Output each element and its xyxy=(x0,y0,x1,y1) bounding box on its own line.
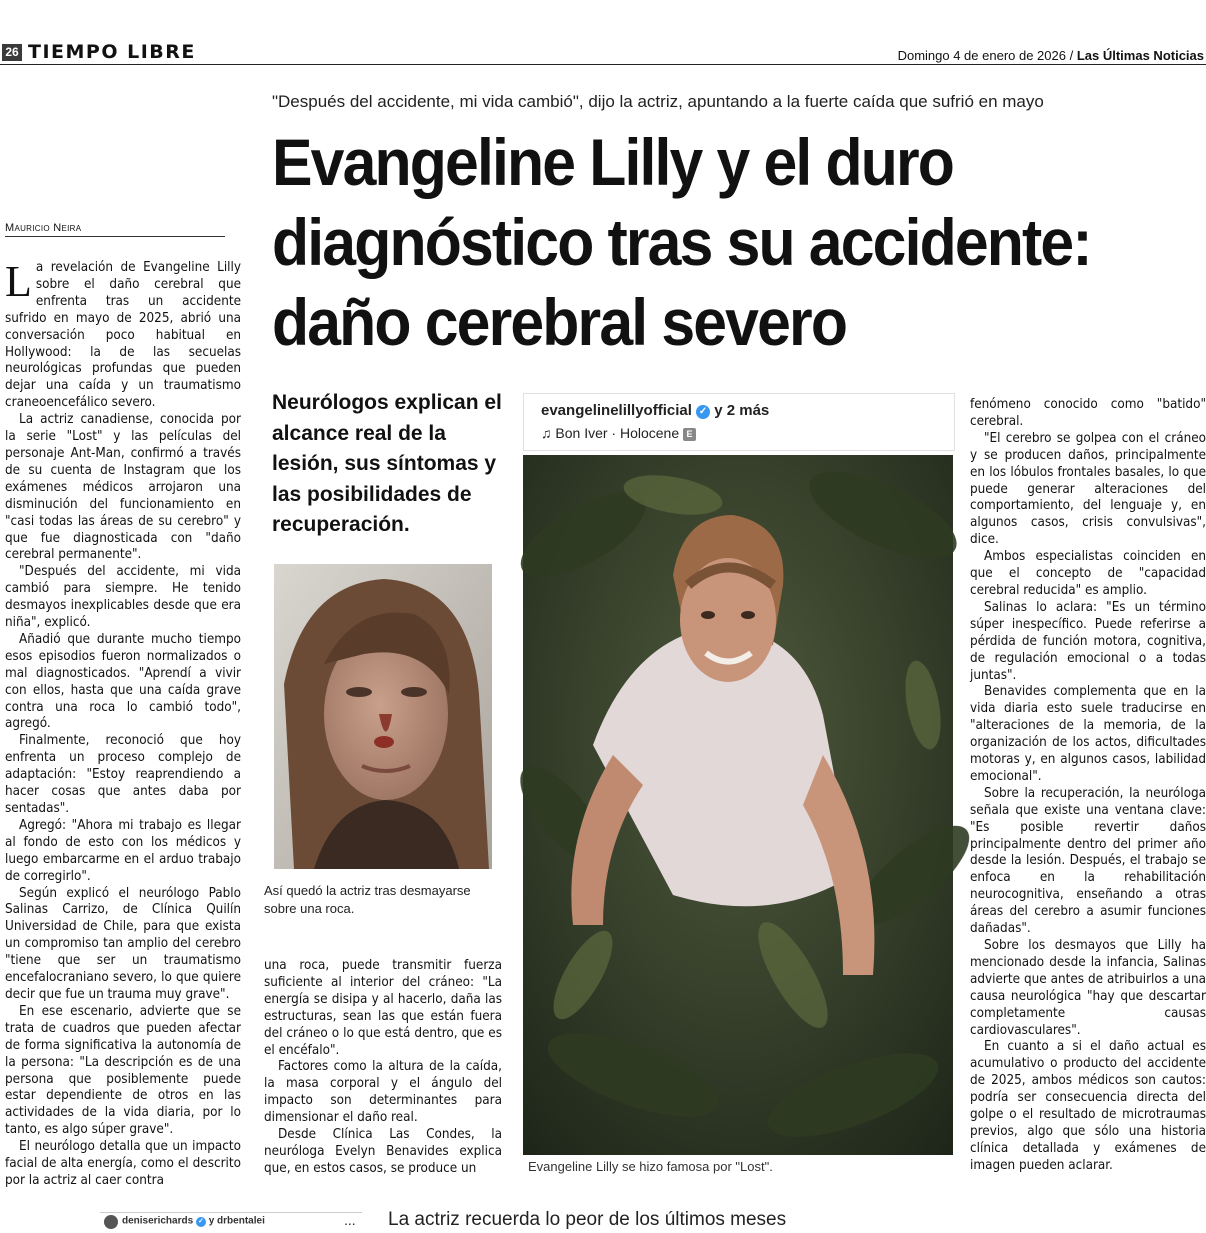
section-title: TIEMPO LIBRE xyxy=(28,41,196,63)
paragraph: "El cerebro se golpea con el cráneo y se producen daños, principalmente en los lóbulos frontales basales, lo que puede generar alteraciones del comportamiento, del lenguaje y, en algunos casos, crisis convulsivas", dice. xyxy=(970,430,1206,548)
explicit-badge-icon: E xyxy=(683,428,696,441)
article-headline xyxy=(272,122,1128,362)
headline-line: Evangeline Lilly y el duro xyxy=(272,125,954,199)
injury-photo xyxy=(274,564,492,869)
jungle-photo-caption: Evangeline Lilly se hizo famosa por "Lost". xyxy=(528,1159,773,1174)
paragraph: Añadió que durante mucho tiempo esos episodios fueron normalizados o mal diagnosticados. "Aprendí a vivir con ellos, hasta que una caída grave contra una roca lo cambió todo", agregó. xyxy=(5,631,241,732)
drop-cap: L xyxy=(5,257,32,306)
instagram-user xyxy=(541,402,769,419)
section-subheading: La actriz recuerda lo peor de los últimos meses xyxy=(388,1209,787,1230)
body-column-2 xyxy=(264,958,502,1180)
instagram-coauthors: y drbentalei xyxy=(208,1215,265,1227)
instagram-username: deniserichards xyxy=(122,1215,194,1227)
header-dateline xyxy=(898,48,1204,63)
instagram-post-strip xyxy=(100,1212,362,1233)
verified-badge-icon: ✓ xyxy=(196,1217,206,1227)
publication-name: Las Últimas Noticias xyxy=(1076,48,1204,63)
instagram-song xyxy=(541,425,696,441)
paragraph: La actriz canadiense, conocida por la serie "Lost" y las películas del personaje Ant-Man, confirmó a través de su cuenta de Instagram que los exámenes médicos arrojaron una disminución del funcionamiento en "casi todas las áreas de su cerebro" y que fue diagnosticada con "daño cerebral permanente". xyxy=(5,412,241,563)
paragraph: Factores como la altura de la caída, la masa corporal y el ángulo del impacto son determinantes para dimensionar el daño real. xyxy=(264,1059,502,1126)
paragraph: Desde Clínica Las Condes, la neuróloga Evelyn Benavides explica que, en estos casos, se produce un xyxy=(264,1127,502,1176)
paragraph: Ambos especialistas coinciden en que el concepto de "capacidad cerebral reducida" es amplio. xyxy=(970,549,1206,598)
music-note-icon: ♫ xyxy=(541,425,552,441)
jungle-photo xyxy=(523,455,953,1155)
paragraph xyxy=(5,257,241,412)
paragraph: "Después del accidente, mi vida cambió para siempre. He tenido desmayos inexplicables desde que era niña", explicó. xyxy=(5,564,241,631)
header-rule xyxy=(0,64,1206,65)
instagram-coauthors: y 2 más xyxy=(714,402,770,419)
avatar xyxy=(104,1215,118,1229)
paragraph: Según explicó el neurólogo Pablo Salinas Carrizo, de Clínica Quilín Universidad de Chile, para que exista un compromiso tan amplio del cerebro "tiene que ser un traumatismo encefalocraniano severo, lo que quiere decir que fue un trauma muy grave". xyxy=(5,885,241,1002)
paragraph: Sobre los desmayos que Lilly ha mencionado desde la infancia, Salinas advierte que antes de atribuirlos a una causa neurológica "hay que descartar completamente causas cardiovasculares". xyxy=(970,938,1206,1038)
paragraph: una roca, puede transmitir fuerza suficiente al interior del cráneo: "La energía se disipa y al hacerlo, daña las estructuras, sean las que están fuera del cráneo o lo que está dentro, que es el encéfalo". xyxy=(264,958,502,1058)
article-kicker: "Después del accidente, mi vida cambió", dijo la actriz, apuntando a la fuerte caída que sufrió en mayo xyxy=(272,92,1044,111)
article-deck: Neurólogos explican el alcance real de la lesión, sus síntomas y las posibilidades de recuperación. xyxy=(272,391,502,536)
headline-line: daño cerebral severo xyxy=(272,285,847,359)
injury-photo-image xyxy=(274,564,492,869)
paragraph: Agregó: "Ahora mi trabajo es llegar al fondo de esto con los médicos y luego embarcarme en el arduo trabajo de corregirlo". xyxy=(5,817,241,884)
issue-date: Domingo 4 de enero de 2026 xyxy=(897,48,1066,63)
paragraph: fenómeno conocido como "batido" cerebral. xyxy=(970,397,1206,429)
verified-badge-icon: ✓ xyxy=(696,405,710,419)
body-column-1 xyxy=(5,257,241,1188)
paragraph: Salinas lo aclara: "Es un término súper inespecífico. Puede referirse a pérdida de función motora, cognitiva, de regulación emocional o a todas juntas". xyxy=(970,599,1206,683)
paragraph: Sobre la recuperación, la neuróloga señala que existe una ventana clave: "Es posible revertir daños principalmente dentro del primer año desde la lesión. Después, el trabajo se enfoca en la rehabilitación neurocognitiva, enseñando a otras áreas del cerebro a asumir funciones dañadas". xyxy=(970,785,1206,937)
paragraph: El neurólogo detalla que un impacto facial de alta energía, como el descrito por la actriz al caer contra xyxy=(5,1139,241,1188)
injury-photo-caption: Así quedó la actriz tras desmayarse sobre una roca. xyxy=(264,883,471,916)
more-options-icon: ... xyxy=(344,1217,356,1228)
separator: / xyxy=(1069,48,1077,63)
instagram-post-header xyxy=(523,393,955,451)
paragraph: Finalmente, reconoció que hoy enfrenta un proceso complejo de adaptación: "Estoy reaprendiendo a hacer cosas que antes daba por sentadas". xyxy=(5,733,241,816)
jungle-photo-image xyxy=(523,455,953,1155)
headline-line: diagnóstico tras su accidente: xyxy=(272,205,1091,279)
byline: Mauricio Neira xyxy=(5,222,225,237)
paragraph: Benavides complementa que en la vida diaria esto suele traducirse en "alteraciones de la memoria, de la organización de los actos, dificultades motoras y, en algunos casos, labilidad emocional". xyxy=(970,684,1206,784)
paragraph: En ese escenario, advierte que se trata de cuadros que pueden afectar de forma significativa la autonomía de la persona: "La descripción es de una persona que posiblemente puede estar dependiente de otros en las actividades de la vida diaria, por lo tanto, es algo súper grave". xyxy=(5,1003,241,1138)
paragraph-text: a revelación de Evangeline Lilly sobre el daño cerebral que enfrenta tras un accidente sufrido en mayo de 2025, abrió una conversación poco habitual en Hollywood: la de las secuelas neurológicas profundas que pueden dejar una caída y un traumatismo craneoencefálico severo. xyxy=(5,260,241,411)
paragraph: En cuanto a si el daño actual es acumulativo o producto del accidente de 2025, ambos médicos son cautos: podría ser consecuencia directa del golpe o el resultado de microtraumas previos, algo que sólo una historia clínica detallada y exámenes de imagen pueden aclarar. xyxy=(970,1039,1206,1173)
song-title: Bon Iver · Holocene xyxy=(555,425,680,441)
page-number: 26 xyxy=(2,44,22,61)
body-column-3 xyxy=(970,397,1206,1182)
instagram-username: evangelinelillyofficial xyxy=(541,402,692,419)
